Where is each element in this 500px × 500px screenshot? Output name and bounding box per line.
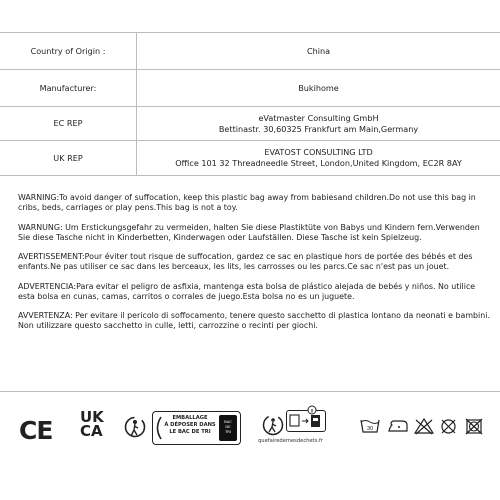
packaging-pictograms-icon	[287, 411, 325, 431]
emballage-sorting-label	[152, 411, 241, 445]
wash-temp-label: 30	[366, 426, 374, 432]
ec-rep-company: eVatmaster Consulting GmbH	[258, 112, 379, 123]
wash-30-icon	[360, 418, 380, 434]
uk-rep-address: Office 101 32 Threadneedle Street, London,United Kingdom, EC2R 8AY	[175, 158, 462, 168]
info-tri-icon	[286, 410, 326, 432]
triman-icon	[262, 414, 284, 436]
sorting-bin-icon	[219, 415, 237, 441]
no-dry-clean-icon	[440, 418, 457, 435]
emballage-line-1: EMBALLAGE	[172, 415, 208, 421]
ce-mark-icon: CE	[19, 416, 53, 445]
no-bleach-icon	[414, 418, 434, 435]
origin-label: Country of Origin :	[0, 33, 137, 70]
footer-symbols	[0, 392, 500, 470]
bin-label-1: BAC	[224, 419, 232, 424]
uk-rep-label: UK REP	[0, 141, 137, 176]
quefaire-link-text: quefairedemesdechets.fr	[258, 438, 324, 444]
ukca-bottom: CA	[80, 422, 103, 440]
emballage-line-2: À DÉPOSER DANS	[164, 422, 216, 428]
iron-low-icon	[387, 418, 409, 434]
manufacturer-value: Bukihome	[137, 70, 500, 107]
warning-it: AVVERTENZA: Per evitare il pericolo di soffocamento, tenere questo sacchetto di plastica lontano da neonati e bambini. Non utilizzare questo sacchetto in culle, letti, carrozzine o recinti per giochi.	[18, 311, 490, 331]
bin-label-3: TRI	[224, 429, 232, 434]
warning-fr: AVERTISSEMENT:Pour éviter tout risque de suffocation, gardez ce sac en plastique hors de portée des bébés et des enfants.Ne pas utiliser ce sac dans les berceaux, les lits, les carrosses ou les parcs.Ce sac n'est pas un jouet.	[18, 252, 473, 272]
uk-rep-company: EVATOST CONSULTING LTD	[264, 147, 373, 157]
origin-value: China	[137, 33, 500, 70]
dispose-in-bin-icon	[124, 416, 146, 440]
ec-rep-address: Bettinastr. 30,60325 Frankfurt am Main,Germany	[218, 123, 419, 134]
warnings-block	[18, 193, 494, 341]
bin-label-2: DE	[225, 424, 231, 429]
warning-es: ADVERTENCIA:Para evitar el peligro de asfixia, mantenga esta bolsa de plástico alejada de bebés y niños. No utilice esta bolsa en cunas, camas, carritos o corrales de juego.Esta bolsa no es un juguete.	[18, 281, 476, 301]
no-tumble-dry-icon	[465, 418, 483, 435]
ukca-mark-icon	[80, 410, 106, 438]
ec-rep-label: EC REP	[0, 107, 137, 141]
manufacturer-label: Manufacturer:	[0, 70, 137, 107]
ukca-top: UK	[80, 408, 104, 426]
emballage-line-3: LE BAC DE TRI	[169, 429, 211, 435]
warning-de: WARNUNG: Um Erstickungsgefahr zu vermeiden, halten Sie diese Plastiktüte von Babys und Kindern fern.Verwenden Sie diese Tasche nicht in Kinderbetten, Kinderwagen oder Laufställen. Diese Tasche ist kein Spielzeug.	[18, 222, 480, 242]
warning-en: WARNING:To avoid danger of suffocation, keep this plastic bag away from babiesand children.Do not use this bag in cribs, beds, carriages or play pens.This bag is not a toy.	[18, 193, 476, 213]
info-badge-icon	[307, 405, 317, 415]
